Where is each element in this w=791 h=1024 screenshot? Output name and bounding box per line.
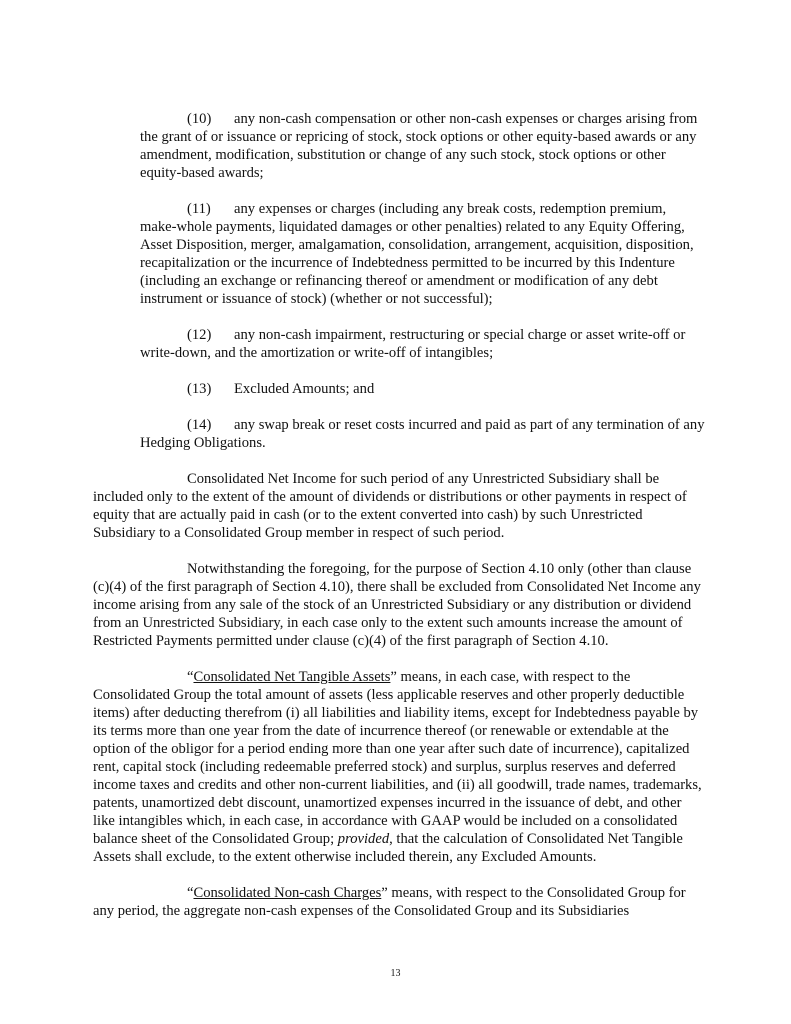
clause-number: (14): [187, 417, 212, 433]
definition-consolidated-non-cash-charges: [93, 884, 705, 920]
clause-text: any non-cash compensation or other non-cash expenses or charges arising from the grant of or issuance or repricing of stock, stock options or other equity-based awards or any amendment, modification, substitution or change of any such stock, stock options or other equity-based awards;: [140, 111, 698, 181]
clause-10: [140, 110, 705, 182]
clause-number: (12): [187, 327, 212, 343]
clause-text: any swap break or reset costs incurred and paid as part of any termination of any Hedging Obligations.: [140, 417, 705, 451]
close-quote: ”: [381, 885, 388, 901]
clause-13: [140, 380, 705, 398]
unrestricted-subsidiary-paragraph: Consolidated Net Income for such period of any Unrestricted Subsidiary shall be included only to the extent of the amount of dividends or distributions or other payments in respect of equity that are actually paid in cash (or to the extent converted into cash) by such Unrestricted Subsidiary to a Consolidated Group member in respect of such period.: [93, 471, 687, 541]
clause-text: any expenses or charges (including any break costs, redemption premium, make-whole payments, liquidated damages or other penalties) related to any Equity Offering, Asset Disposition, merger, amalgamation, consolidation, arrangement, acquisition, disposition, recapitalization or the incurrence of Indebtedness permitted to be incurred by this Indenture (including an exchange or refinancing thereof or amendment or modification of any debt instrument or issuance of stock) (whether or not successful);: [140, 201, 694, 307]
definition-text-end: , that the calculation of Consolidated Net Tangible Assets shall exclude, to the extent otherwise included therein, any Excluded Amounts.: [93, 831, 683, 865]
clause-text: Excluded Amounts; and: [234, 381, 375, 397]
definition-text: means, with respect to the Consolidated Group for any period, the aggregate non-cash expenses of the Consolidated Group and its Subsidiaries: [93, 885, 686, 919]
page-number: 13: [390, 968, 401, 979]
defined-term: Consolidated Non-cash Charges: [193, 885, 382, 901]
clause-text: any non-cash impairment, restructuring or special charge or asset write-off or write-down, and the amortization or write-off of intangibles;: [140, 327, 686, 361]
clause-number: (11): [187, 201, 211, 217]
clause-number: (10): [187, 111, 212, 127]
clause-11: [140, 200, 705, 308]
clause-number: (13): [187, 381, 212, 397]
defined-term: Consolidated Net Tangible Assets: [193, 669, 391, 685]
definition-text: means, in each case, with respect to the Consolidated Group the total amount of assets (less applicable reserves and other properly deductible items) after deducting therefrom (i) all liabilities and liability items, except for Indebtedness payable by its terms more than one year from the date of incurrence thereof (or renewable or extendable at the option of the obligor for a period ending more than one year after such date of incurrence), capitalized rent, capital stock (including redeemable preferred stock) and surplus, surplus reserves and deferred income taxes and credits and other non-current liabilities, and (ii) all goodwill, trade names, trademarks, patents, unamortized debt discount, unamortized expenses incurred in the issuance of debt, and other like intangibles which, in each case, in accordance with GAAP would be included on a consolidated balance sheet of the Consolidated Group;: [93, 669, 702, 847]
clause-14: [140, 416, 705, 452]
open-quote: “: [187, 669, 194, 685]
notwithstanding-paragraph: Notwithstanding the foregoing, for the purpose of Section 4.10 only (other than clause (c)(4) of the first paragraph of Section 4.10), there shall be excluded from Consolidated Net Income any income arising from any sale of the stock of an Unrestricted Subsidiary or any distribution or dividend from an Unrestricted Subsidiary, in each case only to the extent such amounts increase the amount of Restricted Payments permitted under clause (c)(4) of the first paragraph of Section 4.10.: [93, 561, 701, 649]
italic-term: provided: [337, 831, 390, 847]
close-quote: ”: [390, 669, 397, 685]
open-quote: “: [187, 885, 194, 901]
definition-consolidated-net-tangible-assets: [93, 668, 705, 866]
clause-12: [140, 326, 705, 362]
document-body: [93, 110, 705, 938]
